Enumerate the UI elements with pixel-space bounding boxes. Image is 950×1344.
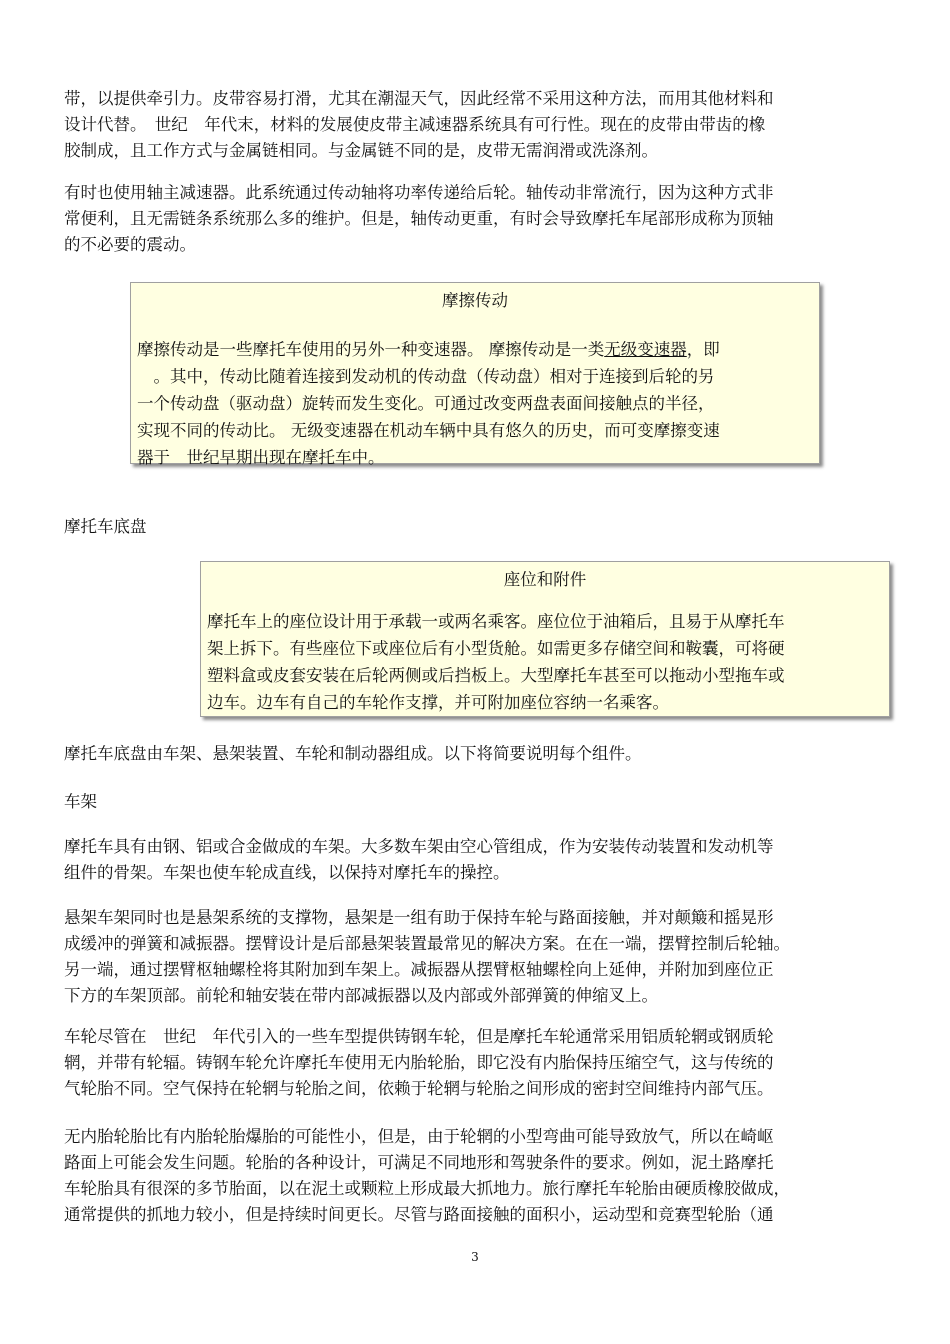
- text-line: 胶制成，且工作方式与金属链相同。与金属链不同的是，皮带无需润滑或洗涤剂。: [64, 141, 658, 160]
- paragraph-frame: [64, 834, 886, 886]
- cvt-link[interactable]: 无级变速器: [604, 340, 687, 359]
- text-line: 实现不同的传动比。 无级变速器在机动车辆中具有悠久的历史，而可变摩擦变速: [137, 421, 720, 440]
- text-line: 车轮胎具有很深的多节胎面，以在泥土或颗粒上形成最大抓地力。旅行摩托车轮胎由硬质橡胶做成，: [64, 1179, 790, 1198]
- text-line: 摩托车具有由钢、铝或合金做成的车架。大多数车架由空心管组成，作为安装传动装置和发动机等: [64, 837, 774, 856]
- callout-body: [137, 336, 815, 471]
- text-line: 下方的车架顶部。前轮和轴安装在带内部减振器以及内部或外部弹簧的伸缩叉上。: [64, 986, 658, 1005]
- text-line: 无内胎轮胎比有内胎轮胎爆胎的可能性小，但是，由于轮辋的小型弯曲可能导致放气，所以在崎岖: [64, 1127, 774, 1146]
- text-line: 摩托车上的座位设计用于承载一或两名乘客。座位位于油箱后，且易于从摩托车: [207, 612, 785, 631]
- paragraph-chassis-intro: [64, 741, 886, 767]
- text-line: 路面上可能会发生问题。轮胎的各种设计，可满足不同地形和驾驶条件的要求。例如，泥土路摩托: [64, 1153, 774, 1172]
- text-line: 塑料盒或皮套安装在后轮两侧或后挡板上。大型摩托车甚至可以拖动小型拖车或: [207, 666, 785, 685]
- text-line: 另一端，通过摆臂枢轴螺栓将其附加到车架上。减振器从摆臂枢轴螺栓向上延伸，并附加到座位正: [64, 960, 774, 979]
- text-line: 气轮胎不同。空气保持在轮辋与轮胎之间，依赖于轮辋与轮胎之间形成的密封空间维持内部气压。: [64, 1079, 774, 1098]
- text-line: 辋，并带有轮辐。铸钢车轮允许摩托车使用无内胎轮胎，即它没有内胎保持压缩空气，这与传统的: [64, 1053, 774, 1072]
- text-line: 有时也使用轴主减速器。此系统通过传动轴将功率传递给后轮。轴传动非常流行，因为这种方式非: [64, 183, 774, 202]
- text-line: 一个传动盘（驱动盘）旋转而发生变化。可通过改变两盘表面间接触点的半径，: [137, 394, 715, 413]
- paragraph-wheels: [64, 1024, 886, 1102]
- text-segment: 摩擦传动是一些摩托车使用的另外一种变速器。 摩擦传动是一类: [137, 340, 605, 359]
- paragraph-belt-drive: [64, 86, 886, 164]
- text-segment: ，即: [686, 340, 720, 359]
- text-line: 悬架车架同时也是悬架系统的支撑物，悬架是一组有助于保持车轮与路面接触，并对颠簸和摇晃形: [64, 908, 774, 927]
- text-line: 组件的骨架。车架也使车轮成直线，以保持对摩托车的操控。: [64, 863, 510, 882]
- page-number: 3: [471, 1250, 479, 1264]
- text-line: 摩托车底盘由车架、悬架装置、车轮和制动器组成。以下将简要说明每个组件。: [64, 744, 642, 763]
- section-heading-frame: 车架: [64, 792, 97, 811]
- callout-title: 座位和附件: [503, 570, 587, 589]
- text-line: 常便利，且无需链条系统那么多的维护。但是，轴传动更重，有时会导致摩托车尾部形成称为顶轴: [64, 209, 774, 228]
- callout-seat-accessories: [200, 561, 890, 717]
- callout-friction-drive: [130, 282, 820, 467]
- paragraph-suspension: [64, 905, 886, 1009]
- callout-body: [207, 608, 885, 716]
- text-line: 通常提供的抓地力较小，但是持续时间更长。尽管与路面接触的面积小，运动型和竞赛型轮胎（通: [64, 1205, 774, 1224]
- text-line: [137, 336, 815, 363]
- text-line: 边车。边车有自己的车轮作支撑，并可附加座位容纳一名乘客。: [207, 693, 669, 712]
- paragraph-shaft-drive: [64, 180, 886, 258]
- text-line: 的不必要的震动。: [64, 235, 196, 254]
- text-line: 带，以提供牵引力。皮带容易打滑，尤其在潮湿天气，因此经常不采用这种方法，而用其他材料和: [64, 89, 774, 108]
- text-line: 车轮尽管在 世纪 年代引入的一些车型提供铸钢车轮，但是摩托车轮通常采用铝质轮辋或钢质轮: [64, 1027, 774, 1046]
- text-line: 。其中，传动比随着连接到发动机的传动盘（传动盘）相对于连接到后轮的另: [137, 367, 715, 386]
- paragraph-tubeless-tires: [64, 1124, 886, 1228]
- section-heading-chassis: 摩托车底盘: [64, 517, 147, 536]
- callout-title: 摩擦传动: [442, 291, 508, 310]
- text-line: 器于 世纪早期出现在摩托车中。: [137, 448, 385, 467]
- text-line: 成缓冲的弹簧和减振器。摆臂设计是后部悬架装置最常见的解决方案。在在一端，摆臂控制后轮轴。: [64, 934, 790, 953]
- text-line: 架上拆下。有些座位下或座位后有小型货舱。如需更多存储空间和鞍囊，可将硬: [207, 639, 785, 658]
- text-line: 设计代替。 世纪 年代末，材料的发展使皮带主减速器系统具有可行性。现在的皮带由带齿的橡: [64, 115, 766, 134]
